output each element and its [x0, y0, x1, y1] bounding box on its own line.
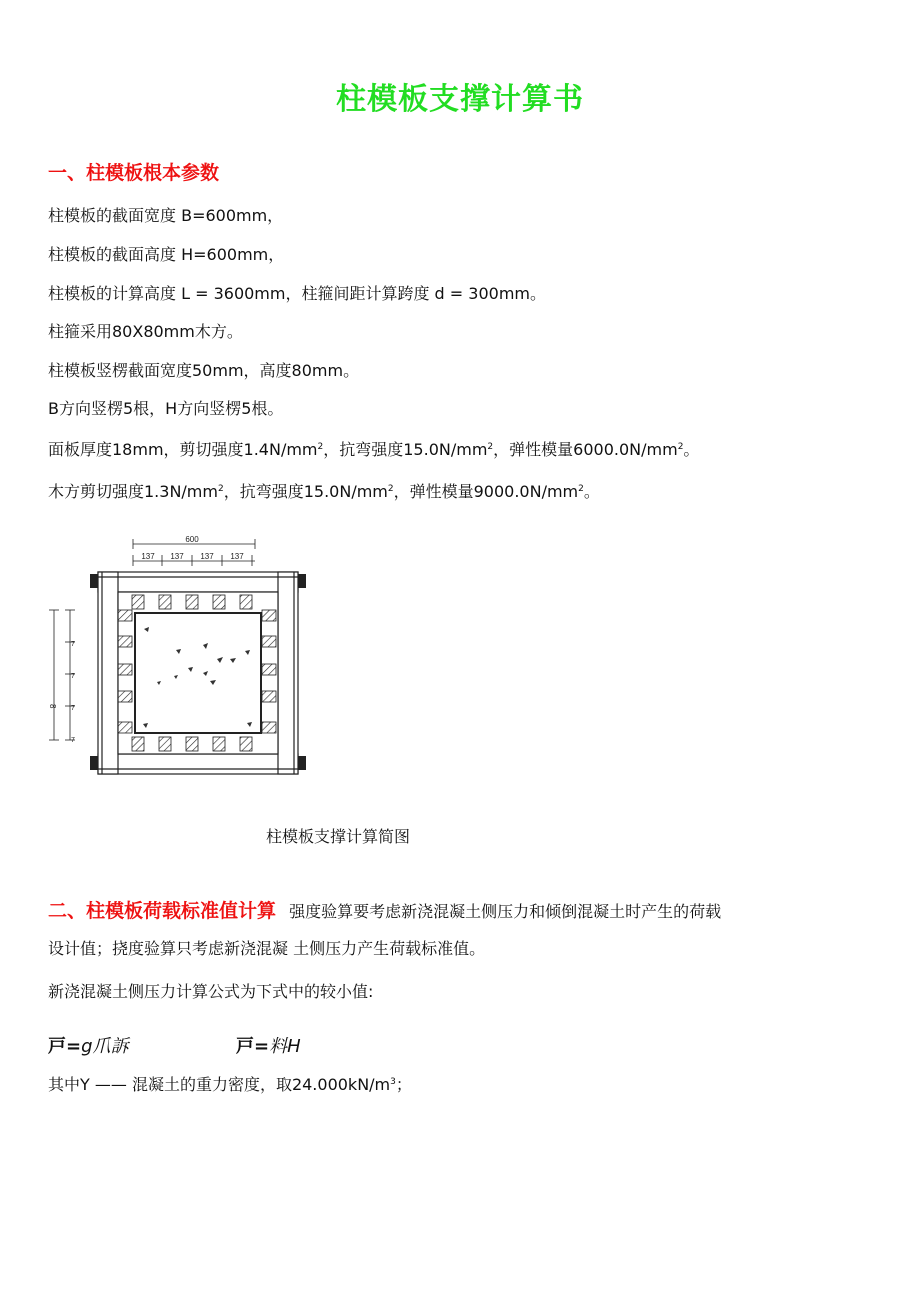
param-calc-height: 柱模板的计算高度 L = 3600mm，柱箍间距计算跨度 d = 300mm。: [48, 284, 547, 303]
wood-strength-line: 木方剪切强度$1.3N/mm^2$，抗弯强度$15.0N/mm^2$，弹性模量$9000.0N/mm^2$。: [48, 482, 600, 501]
top-dim-label: 600: [185, 535, 199, 544]
concrete-section: [135, 613, 261, 733]
sub-dim-label: 137: [141, 552, 155, 561]
sub-dim-label: 137: [200, 552, 214, 561]
section2-heading: 二、柱模板荷载标准值计算: [48, 900, 277, 922]
param-stud-count: B方向竖楞5根，H方向竖楞5根。: [48, 399, 284, 418]
formula-2: 戸=料H: [236, 1036, 301, 1057]
sub-dim-label: 137: [230, 552, 244, 561]
section2-line2: 设计值；挠度验算只考虑新浇混凝 土侧压力产生荷载标准值。: [48, 939, 486, 958]
left-dim-label: 7: [71, 737, 75, 744]
section2-intro: 强度验算要考虑新浇混凝土侧压力和倾倒混凝土时产生的荷载: [289, 902, 722, 921]
document-title: 柱模板支撑计算书: [336, 82, 584, 117]
section2-heading-line: [48, 896, 721, 923]
sub-dim-label: 137: [170, 552, 184, 561]
column-formwork-diagram: [40, 528, 320, 783]
section2-line4: 其中Y —— 混凝土的重力密度，取$24.000kN/m^3$；: [48, 1075, 412, 1094]
param-hoop: 柱箍采用80X80mm木方。: [48, 322, 243, 341]
diagram-caption: 柱模板支撑计算简图: [266, 827, 411, 846]
param-width: 柱模板的截面宽度 B=600mm，: [48, 206, 284, 225]
param-stud: 柱模板竖楞截面宽度50mm，高度80mm。: [48, 361, 360, 380]
section1-heading: 一、柱模板根本参数: [48, 162, 220, 184]
panel-strength-line: 面板厚度18mm，剪切强度$1.4N/mm^2$，抗弯强度$15.0N/mm^2$，弹性模量$6000.0N/mm^2$。: [48, 440, 700, 459]
section2-line3: 新浇混凝土侧压力计算公式为下式中的较小值:: [48, 982, 374, 1001]
formula-1: 戸=g爪訴: [48, 1036, 129, 1057]
left-total-label: 8: [48, 704, 57, 709]
param-height: 柱模板的截面高度 H=600mm，: [48, 245, 285, 264]
left-dim-label: 7: [71, 673, 75, 680]
left-dim-label: 7: [71, 705, 75, 712]
left-dim-label: 7: [71, 641, 75, 648]
